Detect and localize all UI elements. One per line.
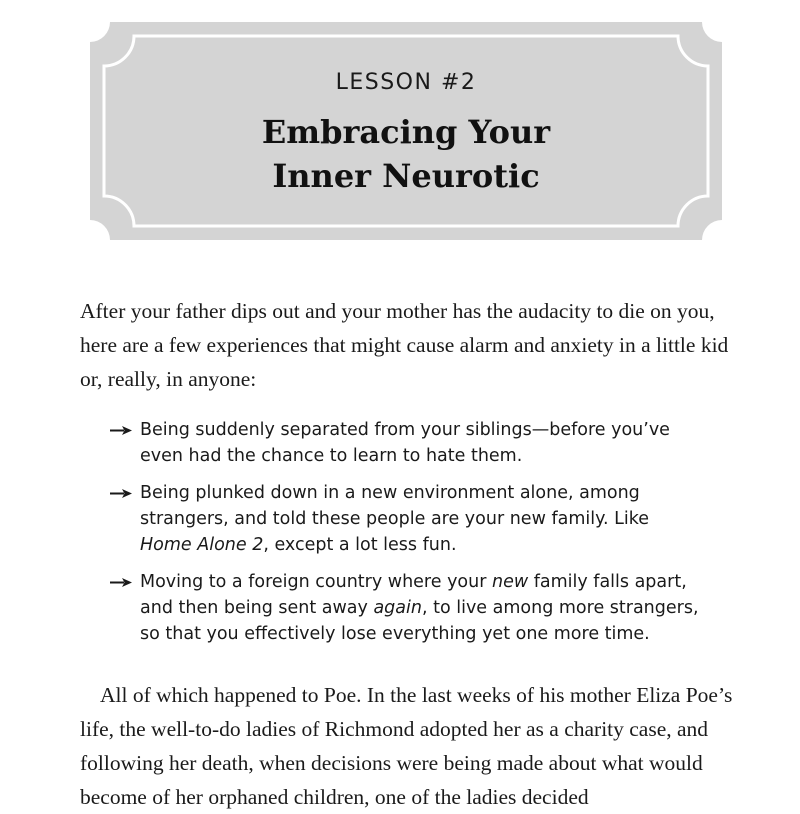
list-item-line: [140, 569, 730, 595]
list-item-text: , except a lot less fun.: [263, 535, 457, 555]
list-item: [110, 569, 730, 647]
italic-word: new: [491, 572, 529, 592]
list-item-line: even had the chance to learn to hate them.: [140, 446, 523, 466]
list-item-line: Being suddenly separated from your siblings—before you’ve: [140, 420, 670, 440]
list-item-text: and then being sent away: [140, 598, 374, 618]
list-item-line: strangers, and told these people are your new family. Like: [140, 509, 649, 529]
list-item: [110, 417, 730, 469]
list-item-text: Moving to a foreign country where your: [140, 572, 492, 592]
lesson-label: LESSON #2: [335, 70, 477, 95]
lesson-title-line1: Embracing Your: [261, 113, 551, 151]
right-arrow-bullet-icon: [110, 480, 134, 506]
list-item-line: [140, 532, 730, 558]
list-item: [110, 480, 730, 558]
list-item-line: so that you effectively lose everything yet one more time.: [140, 624, 650, 644]
italic-title: Home Alone 2: [140, 535, 264, 555]
list-item-line: Being plunked down in a new environment alone, among: [140, 483, 640, 503]
lesson-title-line2: Inner Neurotic: [272, 157, 540, 195]
lesson-title: [90, 110, 722, 198]
list-item-line: [140, 595, 730, 621]
lesson-header-plaque: [90, 22, 722, 240]
list-item-text: , to live among more strangers,: [421, 598, 699, 618]
plaque-text: [90, 22, 722, 240]
right-arrow-bullet-icon: [110, 569, 134, 595]
italic-word: again: [373, 598, 422, 618]
list-item-text: family falls apart,: [528, 572, 687, 592]
intro-paragraph: After your father dips out and your mother has the audacity to die on you, here are a few experiences that might cause alarm and anxiety in a little kid or, really, in anyone:: [80, 299, 729, 391]
experience-list: [110, 417, 730, 647]
right-arrow-bullet-icon: [110, 417, 134, 443]
closing-paragraph: All of which happened to Poe. In the last weeks of his mother Eliza Poe’s life, the well-to-do ladies of Richmond adopted her as a charity case, and following her death, when decisions were being made about what would become of her orphaned children, one of the ladies decided: [80, 683, 733, 809]
